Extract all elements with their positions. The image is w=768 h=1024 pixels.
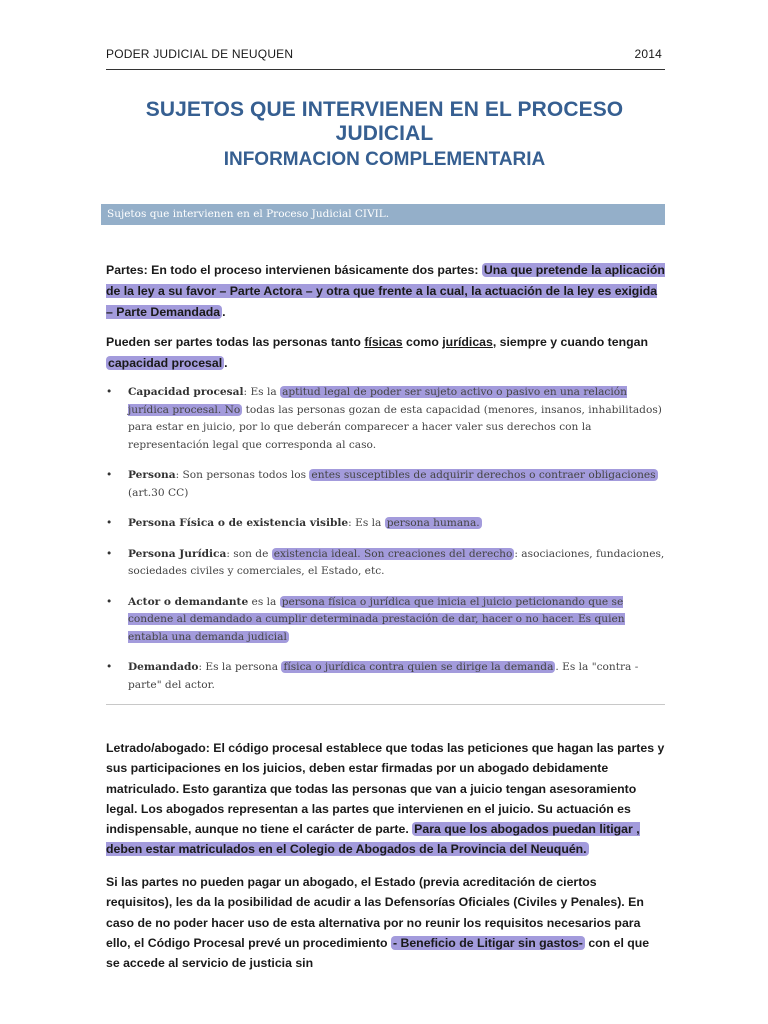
paragraph-partes (106, 260, 666, 323)
bullet-icon: • (106, 595, 113, 608)
capacidad-highlight: aptitud legal de poder ser sujeto activo o pasivo en una relación jurídica procesal. No (128, 386, 627, 416)
letrado-text: El código procesal establece que todas las peticiones que hagan las partes y sus participaciones en los juicios, deben estar firmadas por un abogado debidamente matriculado. Esto garantiza que todas las personas que van a juicio tengan asesoramiento legal. Los abogados representan a las partes que intervienen en el juicio. Su actuación es indispensable, aunque no tiene el carácter de parte. (106, 741, 665, 837)
demandado-term: Demandado (128, 661, 199, 673)
list-item-persona (106, 467, 666, 502)
bullet-icon: • (106, 661, 113, 673)
partes-end: . (222, 305, 226, 319)
letrado-highlight: Para que los abogados puedan litigar , deben estar matriculados en el Colegio de Abogados de la Provincia del Neuquén. (106, 822, 640, 857)
pueden-b: , siempre y cuando tengan (492, 335, 648, 349)
pueden-como: como (402, 335, 443, 349)
demandado-highlight: física o jurídica contra quien se dirige la demanda (283, 661, 554, 673)
header-year: 2014 (634, 47, 662, 61)
demandado-pre: : Es la persona (198, 661, 282, 673)
estado-highlight: - Beneficio de Litigar sin gastos- (392, 935, 583, 950)
estado-b: con el que se accede al servicio de justicia sin (106, 935, 650, 971)
persona-post: (art.30 CC) (128, 486, 189, 499)
partes-intro: En todo el proceso intervienen básicamente dos partes: (147, 263, 482, 277)
list-item-actor (106, 594, 666, 647)
partes-label: Partes: (106, 263, 148, 277)
actor-highlight: persona física o jurídica que inicia el juicio peticionando que se condene al demandado a cumplir determinada prestación de dar, hacer o no hacer. Es quien entabla una demanda judicial (128, 595, 625, 643)
header-institution: PODER JUDICIAL DE NEUQUEN (106, 47, 294, 61)
page-header (106, 45, 665, 70)
letrado-label: Letrado/abogado: (106, 741, 210, 755)
capacidad-pre: : Es la (243, 386, 281, 398)
actor-pre: es la (248, 595, 280, 608)
pueden-highlight: capacidad procesal (108, 356, 223, 370)
pueden-a: Pueden ser partes todas las personas tanto (106, 335, 365, 349)
pueden-end: . (224, 356, 228, 370)
estado-a: Si las partes no pueden pagar un abogado, el Estado (previa acreditación de ciertos requisitos), les da la posibilidad de acudir a las Defensorías Oficiales (Civiles y Penales). En caso de no poder hacer uso de esta alternativa por no reunir los requisitos necesarios para ello, el Código Procesal prevé un procedimiento (106, 875, 644, 950)
pueden-fisicas: físicas (364, 335, 403, 349)
juridica-highlight: existencia ideal. Son creaciones del derecho (273, 547, 513, 560)
fisica-term: Persona Física o de existencia visible (128, 517, 349, 529)
list-item-demandado (106, 659, 666, 694)
list-item-fisica (106, 515, 666, 533)
paragraph-pueden (106, 332, 666, 374)
persona-term: Persona (128, 469, 176, 481)
paragraph-letrado (106, 738, 666, 860)
capacidad-term: Capacidad procesal (128, 386, 244, 398)
persona-highlight: entes susceptibles de adquirir derechos o contraer obligaciones (311, 469, 656, 481)
divider (106, 704, 665, 705)
fisica-highlight: persona humana. (386, 517, 480, 529)
partes-highlight: Una que pretende la aplicación de la ley a su favor – Parte Actora – y otra que frente a la cual, la actuación de la ley es exigida – Parte Demandada (106, 263, 665, 319)
list-item-juridica (106, 546, 666, 581)
document-title: SUJETOS QUE INTERVIENEN EN EL PROCESO JUDICIAL (145, 98, 624, 145)
capacidad-post: todas las personas gozan de esta capacidad (menores, insanos, inhabilitados) para estar en juicio, por lo que deberán comparecer a hacer valer sus derechos con la representación legal que corresponda al caso. (128, 403, 662, 451)
list-item-capacidad (106, 384, 666, 454)
bullet-icon: • (106, 547, 113, 560)
bullet-icon: • (106, 469, 113, 481)
document-subtitle: INFORMACION COMPLEMENTARIA (223, 149, 546, 170)
bullet-icon: • (106, 517, 113, 529)
paragraph-estado (106, 872, 666, 973)
juridica-term: Persona Jurídica (128, 547, 227, 560)
definitions-list (106, 384, 666, 694)
bullet-icon: • (106, 386, 113, 398)
fisica-pre: : Es la (348, 517, 385, 529)
juridica-pre: : son de (226, 547, 272, 560)
persona-pre: : Son personas todos los (175, 469, 310, 481)
pueden-juridicas: jurídicas (442, 335, 493, 349)
demandado-post: . Es la "contra - parte" del actor. (128, 661, 639, 691)
actor-term: Actor o demandante (128, 595, 249, 608)
juridica-post: : asociaciones, fundaciones, sociedades civiles y comerciales, el Estado, etc. (128, 547, 665, 577)
section-bar: Sujetos que intervienen en el Proceso Judicial CIVIL. (101, 204, 665, 225)
